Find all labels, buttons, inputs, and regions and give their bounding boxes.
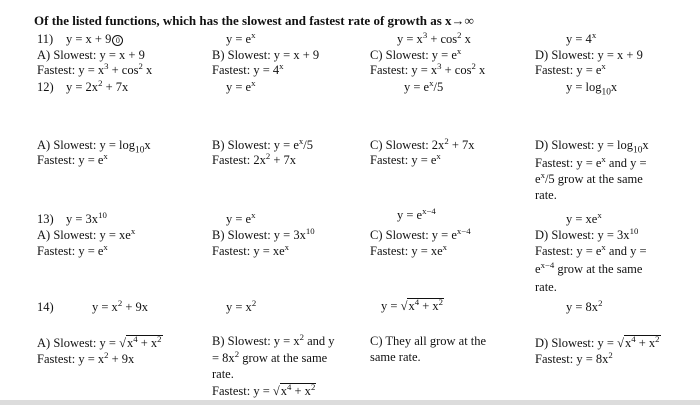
q11-option-c-slowest: C) Slowest: $y = e^x$ (370, 45, 462, 62)
q11-circle-mark: 0 (112, 35, 123, 46)
q14-option-a-fastest: Fastest: $y = x^2 + 9x$ (37, 349, 135, 366)
q13-option-a-slowest: A) Slowest: $y = xe^x$ (37, 225, 136, 242)
q11-function-2: $y = e^x$ (226, 29, 256, 46)
q12-function-3: $y = e^x/5$ (404, 77, 444, 94)
q13-option-d-slowest: D) Slowest: $y = 3x^{10}$ (535, 225, 639, 242)
q11-function-3: $y = x^3 + \cos^2 x$ (397, 29, 471, 46)
q14-function-3: $y = √x^4 + x^2$ (381, 296, 443, 313)
q11-function-1: y = x + 9 0 (66, 32, 123, 46)
q11-option-b-slowest: B) Slowest: y = x + 9 (212, 48, 320, 62)
q12-function-2: $y = e^x$ (226, 77, 256, 94)
q14-function-2: $y = x^2$ (226, 297, 257, 314)
q11-option-a-fastest: Fastest: $y = x^3 + \cos^2 x$ (37, 60, 153, 77)
q13-function-4: $y = xe^x$ (566, 209, 602, 226)
q14-function-4: $y = 8x^2$ (566, 297, 603, 314)
q12-option-c-slowest: C) Slowest: $2x^2 + 7x$ (370, 135, 475, 152)
q12-function-1: $y = 2x^2 + 7x$ (66, 77, 129, 94)
q14-option-c-2: same rate. (370, 350, 421, 364)
q13-option-c-slowest: C) Slowest: $y = e^{x-4}$ (370, 225, 471, 242)
q14-option-b-slowest-3: rate. (212, 367, 234, 381)
q12-option-a-fastest: Fastest: $y = e^x$ (37, 150, 108, 167)
q11-option-d-fastest: Fastest: $y = e^x$ (535, 60, 606, 77)
q12-option-d-fastest-2: $e^x/5$ grow at the same (535, 169, 643, 186)
q11-option-a-slowest: A) Slowest: y = x + 9 (37, 48, 145, 62)
bottom-edge-shade (0, 400, 700, 405)
q12-option-d-fastest-3: rate. (535, 188, 557, 202)
q14-option-d-slowest: D) Slowest: $y = √x^4 + x^2$ (535, 333, 660, 350)
q13-option-d-fastest-3: rate. (535, 280, 557, 294)
q12-number: 12) (37, 80, 54, 94)
q13-function-1: $y = 3x^{10}$ (66, 209, 107, 226)
q14-option-d-fastest: Fastest: $y = 8x^2$ (535, 349, 613, 366)
q14-option-b-fastest: Fastest: $y = √x^4 + x^2$ (212, 381, 316, 398)
q13-option-b-slowest: B) Slowest: $y = 3x^{10}$ (212, 225, 315, 242)
q12-option-c-fastest: Fastest: $y = e^x$ (370, 150, 441, 167)
q12-function-4: $y = \log_{10}x$ (566, 80, 618, 98)
q13-option-d-fastest-2: $e^{x-4}$ grow at the same (535, 259, 643, 276)
q14-option-c-1: C) They all grow at the (370, 334, 487, 348)
q14-number: 14) (37, 300, 54, 314)
q13-option-c-fastest: Fastest: $y = xe^x$ (370, 241, 448, 258)
page-title: Of the listed functions, which has the slowest and fastest rate of growth as x→∞ (34, 13, 474, 28)
q13-option-d-fastest-1: Fastest: $y = e^x$ and y = (535, 241, 647, 258)
q12-option-d-slowest: D) Slowest: $y = \log_{10}x$ (535, 138, 649, 156)
q12-option-b-fastest: Fastest: $2x^2 + 7x$ (212, 150, 297, 167)
q11-function-4: $y = 4^x$ (566, 29, 597, 46)
q12-option-b-slowest: B) Slowest: $y = e^x/5$ (212, 135, 314, 152)
q12-option-a-slowest: A) Slowest: $y = \log_{10}x$ (37, 138, 151, 156)
q11-option-d-slowest: D) Slowest: y = x + 9 (535, 48, 643, 62)
q14-function-1: $y = x^2 + 9x$ (92, 297, 148, 314)
q13-function-2: $y = e^x$ (226, 209, 256, 226)
q14-option-b-slowest-1: B) Slowest: $y = x^2$ and y (212, 331, 335, 348)
q12-option-d-fastest-1: Fastest: $y = e^x$ and y = (535, 153, 647, 170)
q13-number: 13) (37, 212, 54, 226)
q13-option-a-fastest: Fastest: $y = e^x$ (37, 241, 108, 258)
q11-option-b-fastest: Fastest: $y = 4^x$ (212, 60, 284, 77)
q14-option-a-slowest: A) Slowest: $y = √x^4 + x^2$ (37, 333, 162, 350)
q13-option-b-fastest: Fastest: $y = xe^x$ (212, 241, 290, 258)
q11-number: 11) (37, 32, 54, 46)
q14-option-b-slowest-2: = $8x^2$ grow at the same (212, 348, 328, 365)
q13-function-3: $y = e^{x-4}$ (397, 205, 436, 222)
q11-option-c-fastest: Fastest: $y = x^3 + \cos^2 x$ (370, 60, 486, 77)
